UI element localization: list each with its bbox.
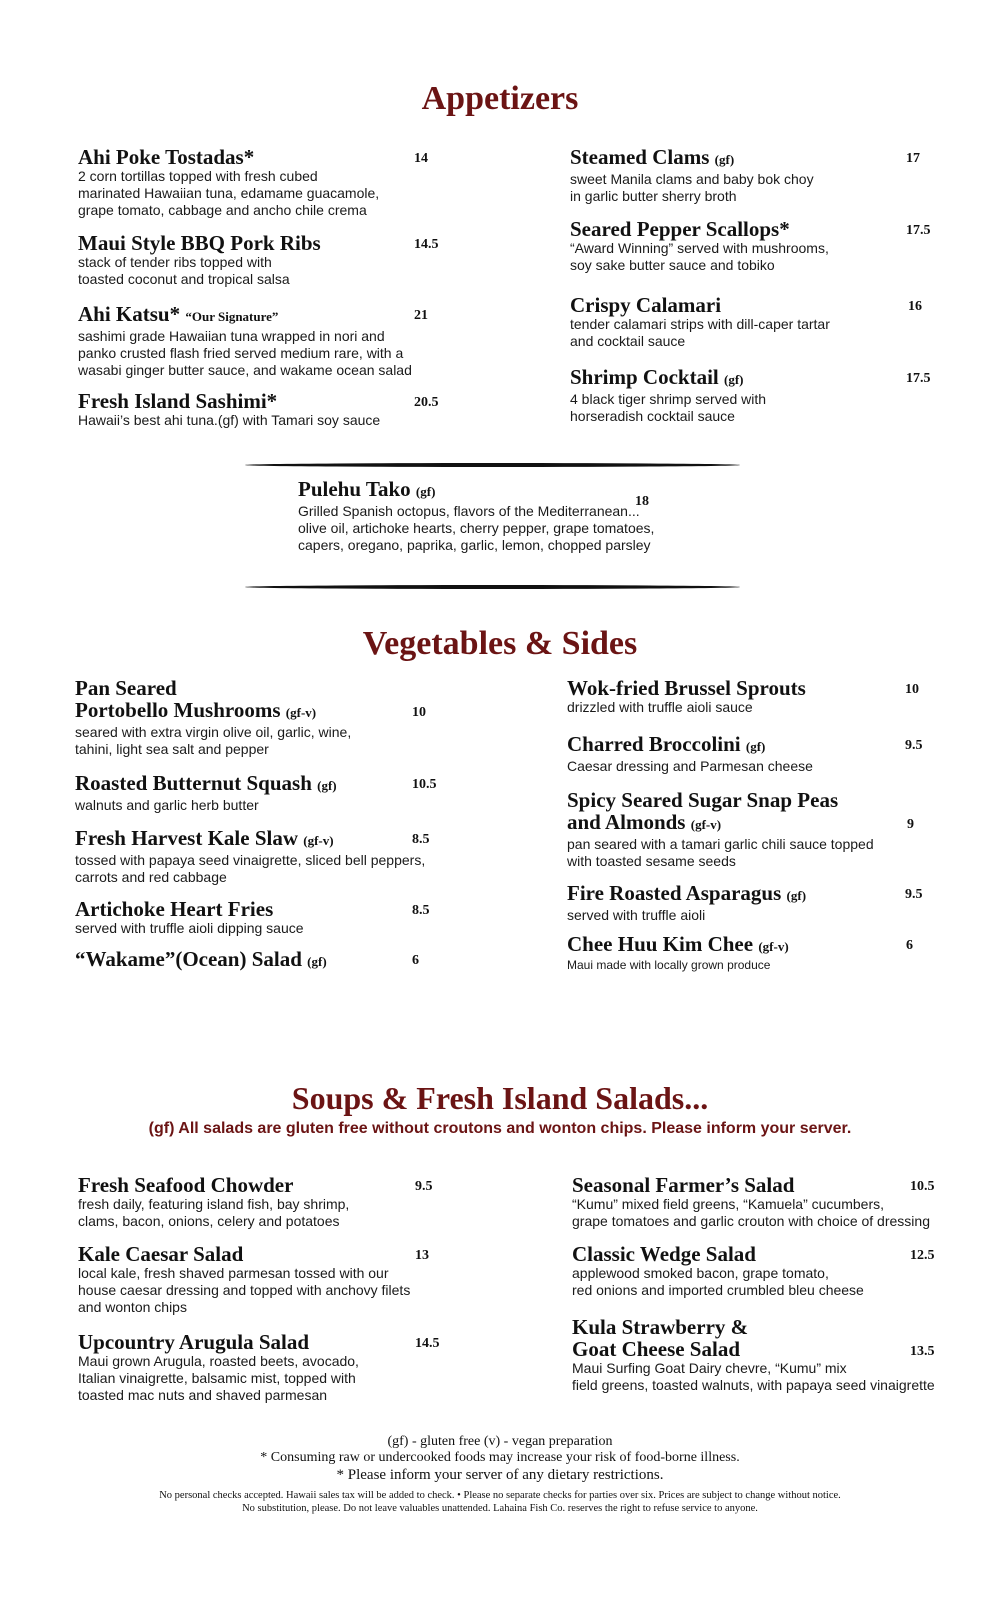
menu-item — [78, 303, 438, 379]
menu-item — [567, 933, 897, 972]
item-price: 20.5 — [414, 395, 439, 410]
item-desc: tender calamari strips with dill-caper tartar and cocktail sauce — [570, 316, 830, 349]
featured-item — [298, 478, 688, 554]
menu-item — [570, 366, 900, 425]
item-name: Seared Pepper Scallops* — [570, 217, 790, 241]
menu-item — [78, 1331, 438, 1404]
item-desc: applewood smoked bacon, grape tomato, red onions and imported crumbled bleu cheese — [572, 1265, 864, 1298]
item-price: 18 — [635, 494, 649, 509]
item-desc: fresh daily, featuring island fish, bay shrimp, clams, bacon, onions, celery and potatoes — [78, 1196, 350, 1229]
item-name: Artichoke Heart Fries — [75, 897, 274, 921]
item-name: Ahi Katsu* “Our Signature” — [78, 302, 279, 326]
menu-item — [75, 898, 435, 937]
item-desc: “Award Winning” served with mushrooms, soy sake butter sauce and tobiko — [570, 240, 829, 273]
item-desc: pan seared with a tamari garlic chili sauce topped with toasted sesame seeds — [567, 836, 874, 869]
menu-item — [78, 1174, 438, 1230]
item-desc: Grilled Spanish octopus, flavors of the Mediterranean... olive oil, artichoke hearts, cherry pepper, grape tomatoes, capers, oregano, paprika, garlic, lemon, chopped parsley — [298, 503, 655, 553]
item-name: Kale Caesar Salad — [78, 1242, 244, 1266]
footer-policy: No substitution, please. Do not leave valuables unattended. Lahaina Fish Co. reserves the right to refuse service to anyone. — [242, 1503, 758, 1514]
item-name: Wok-fried Brussel Sprouts — [567, 676, 806, 700]
item-name: Fresh Harvest Kale Slaw (gf-v) — [75, 826, 334, 850]
menu-item — [75, 948, 435, 973]
menu-item — [572, 1174, 952, 1230]
item-price: 6 — [412, 953, 419, 968]
footer-policy: No personal checks accepted. Hawaii sales tax will be added to check. • Please no separate checks for parties over six. Prices are subject to change without notice. — [159, 1490, 841, 1501]
item-desc: 4 black tiger shrimp served with horseradish cocktail sauce — [570, 391, 767, 424]
item-desc: served with truffle aioli — [567, 907, 706, 923]
item-name: Upcountry Arugula Salad — [78, 1330, 310, 1354]
item-price: 14 — [414, 151, 428, 166]
item-price: 8.5 — [412, 832, 430, 847]
item-price: 8.5 — [412, 903, 430, 918]
item-desc: Hawaii’s best ahi tuna.(gf) with Tamari soy sauce — [78, 412, 381, 428]
item-desc: Maui grown Arugula, roasted beets, avocado, Italian vinaigrette, balsamic mist, topped with toasted mac nuts and shaved parmesan — [78, 1353, 359, 1403]
item-name: Fresh Island Sashimi* — [78, 389, 278, 413]
item-desc: stack of tender ribs topped with toasted coconut and tropical salsa — [78, 254, 290, 287]
menu-item — [567, 733, 897, 775]
appetizers-title: Appetizers — [421, 80, 579, 117]
item-name: Chee Huu Kim Chee (gf-v) — [567, 932, 789, 956]
menu-item — [78, 146, 428, 219]
menu-item — [78, 1243, 448, 1316]
item-name: Shrimp Cocktail (gf) — [570, 365, 744, 389]
item-price: 9.5 — [905, 887, 923, 902]
item-name: Pulehu Tako (gf) — [298, 477, 436, 501]
item-name: Steamed Clams (gf) — [570, 145, 735, 169]
item-name: Classic Wedge Salad — [572, 1242, 756, 1266]
item-name: Roasted Butternut Squash (gf) — [75, 771, 337, 795]
item-price: 9.5 — [415, 1179, 433, 1194]
divider — [245, 463, 740, 467]
item-name: Maui Style BBQ Pork Ribs — [78, 231, 321, 255]
item-name: Charred Broccolini (gf) — [567, 732, 766, 756]
item-price: 17.5 — [906, 223, 931, 238]
footer-inform: * Please inform your server of any dietary restrictions. — [336, 1467, 664, 1483]
item-price: 9.5 — [905, 738, 923, 753]
item-name: Fire Roasted Asparagus (gf) — [567, 881, 807, 905]
vegetables-title: Vegetables & Sides — [362, 625, 638, 662]
item-price: 13 — [415, 1248, 429, 1263]
soups-title: Soups & Fresh Island Salads... — [291, 1080, 709, 1116]
divider — [245, 585, 740, 589]
item-desc: local kale, fresh shaved parmesan tossed with our house caesar dressing and topped with anchovy filets and wonton chips — [78, 1265, 411, 1315]
item-desc: sashimi grade Hawaiian tuna wrapped in nori and panko crusted flash fried served medium rare, with a wasabi ginger butter sauce, and wakame ocean salad — [78, 328, 412, 378]
menu-item — [570, 218, 900, 274]
menu-item — [78, 232, 428, 288]
item-desc: sweet Manila clams and baby bok choy in garlic butter sherry broth — [570, 171, 814, 204]
menu-item — [78, 390, 428, 429]
item-price: 14.5 — [415, 1336, 440, 1351]
item-desc: 2 corn tortillas topped with fresh cubed marinated Hawaiian tuna, edamame guacamole, grape tomato, cabbage and ancho chile crema — [78, 168, 380, 218]
menu-item — [567, 882, 897, 924]
item-desc: tossed with papaya seed vinaigrette, sliced bell peppers, carrots and red cabbage — [75, 852, 426, 885]
menu-item — [75, 827, 445, 886]
footer-warning: * Consuming raw or undercooked foods may increase your risk of food-borne illness. — [260, 1450, 740, 1465]
menu-item — [75, 772, 435, 814]
item-name: Kula Strawberry & Goat Cheese Salad — [572, 1315, 749, 1361]
item-desc: walnuts and garlic herb butter — [75, 797, 259, 813]
item-desc: Maui made with locally grown produce — [567, 958, 771, 972]
item-price: 16 — [908, 299, 922, 314]
menu-item — [572, 1243, 932, 1299]
menu-item — [572, 1316, 952, 1394]
item-desc: drizzled with truffle aioli sauce — [567, 699, 753, 715]
soups-subtitle: (gf) All salads are gluten free without croutons and wonton chips. Please inform your server. — [148, 1120, 852, 1137]
item-price: 10.5 — [910, 1179, 935, 1194]
item-price: 6 — [906, 938, 913, 953]
item-desc: seared with extra virgin olive oil, garlic, wine, tahini, light sea salt and pepper — [75, 724, 352, 757]
menu-item — [570, 146, 900, 205]
menu-item — [567, 789, 907, 870]
item-price: 17.5 — [906, 371, 931, 386]
item-price: 21 — [414, 308, 428, 323]
item-price: 10.5 — [412, 777, 437, 792]
menu-item — [567, 677, 897, 716]
item-desc: “Kumu” mixed field greens, “Kamuela” cucumbers, grape tomatoes and garlic crouton with choice of dressing — [572, 1196, 930, 1229]
item-name: Seasonal Farmer’s Salad — [572, 1173, 795, 1197]
item-desc: Caesar dressing and Parmesan cheese — [567, 758, 813, 774]
menu-item — [570, 294, 900, 350]
item-name: “Wakame”(Ocean) Salad (gf) — [75, 947, 327, 971]
item-name: Crispy Calamari — [570, 293, 722, 317]
menu-item — [75, 677, 435, 758]
item-desc: served with truffle aioli dipping sauce — [75, 920, 304, 936]
item-price: 9 — [907, 817, 914, 832]
item-name: Fresh Seafood Chowder — [78, 1173, 294, 1197]
item-price: 13.5 — [910, 1344, 935, 1359]
item-price: 10 — [905, 682, 919, 697]
item-desc: Maui Surfing Goat Dairy chevre, “Kumu” mix field greens, toasted walnuts, with papaya seed vinaigrette — [572, 1360, 935, 1393]
footer-legend: (gf) - gluten free (v) - vegan preparation — [387, 1434, 613, 1449]
item-price: 14.5 — [414, 237, 439, 252]
item-price: 17 — [906, 151, 920, 166]
item-price: 12.5 — [910, 1248, 935, 1263]
item-name: Pan Seared Portobello Mushrooms (gf-v) — [75, 676, 317, 722]
item-name: Ahi Poke Tostadas* — [78, 145, 255, 169]
item-name: Spicy Seared Sugar Snap Peas and Almonds (gf-v) — [567, 788, 839, 834]
item-price: 10 — [412, 705, 426, 720]
